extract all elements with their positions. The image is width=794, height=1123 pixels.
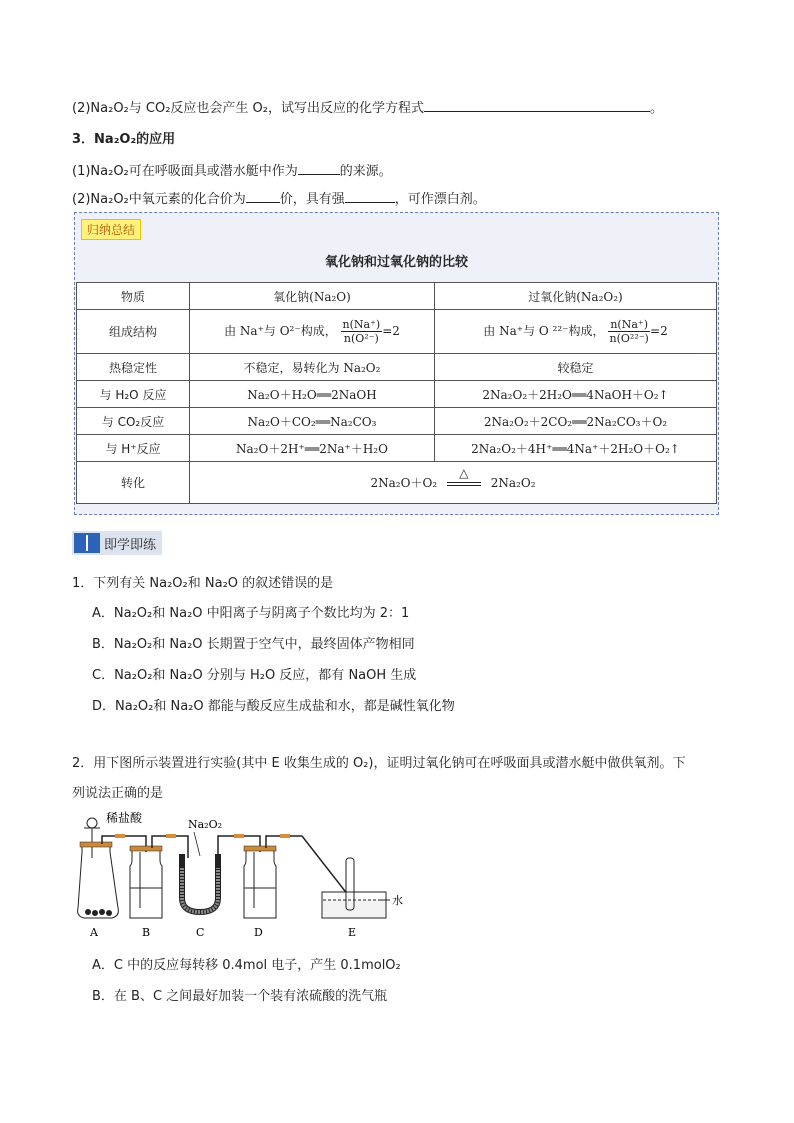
table-row	[77, 354, 717, 381]
table-cell: 不稳定，易转化为 Na₂O₂	[190, 354, 435, 381]
conv-right: 2Na₂O₂	[490, 476, 536, 490]
practice-title: 即学即练	[104, 537, 157, 553]
conversion-cell	[190, 462, 717, 504]
p2-option-b: B．在 B、C 之间最好加装一个装有浓硫酸的洗气瓶	[92, 989, 388, 1004]
frac-num: n(Na⁺)	[610, 318, 649, 331]
p1-option-c: C．Na₂O₂和 Na₂O 分别与 H₂O 反应，都有 NaOH 生成	[92, 668, 417, 683]
app2-blank-1	[246, 190, 280, 203]
conv-arrow	[447, 465, 481, 486]
summary-box	[74, 212, 719, 515]
heat-symbol: △	[459, 465, 469, 480]
label-e: E	[348, 926, 357, 939]
table-row	[77, 408, 717, 435]
p2-option-a: A．C 中的反应每转移 0.4mol 电子，产生 0.1molO₂	[92, 958, 401, 973]
header-cell: 物质	[77, 283, 190, 310]
summary-tag: 归纳总结	[81, 219, 141, 240]
app1-line	[72, 160, 392, 179]
frac-eq: =2	[650, 324, 668, 338]
p1-option-b: B．Na₂O₂和 Na₂O 长期置于空气中，最终固体产物相同	[92, 637, 415, 652]
q2-answer-blank	[424, 99, 650, 112]
comparison-table	[76, 282, 717, 504]
practice-header	[72, 531, 162, 555]
section3-title: 3．Na₂O₂的应用	[72, 132, 176, 147]
table-cell: 2Na₂O₂＋2CO₂══2Na₂CO₃＋O₂	[435, 408, 717, 435]
label-b: B	[142, 926, 151, 939]
apparatus-figure	[70, 808, 410, 943]
water-label: 水	[392, 894, 403, 907]
header-cell: 过氧化钠(Na₂O₂)	[435, 283, 717, 310]
table-cell	[190, 310, 435, 354]
apparatus-b	[130, 846, 162, 918]
row-label: 组成结构	[77, 310, 190, 354]
acid-label: 稀盐酸	[106, 811, 143, 825]
row-label: 转化	[77, 462, 190, 504]
app2-mid: 价，具有强	[279, 192, 345, 207]
fraction	[608, 318, 650, 345]
table-cell: Na₂O＋H₂O══2NaOH	[190, 381, 435, 408]
table-header-row	[77, 283, 717, 310]
label-a: A	[90, 926, 98, 939]
comp-text: 由 Na⁺与 O ²²⁻构成，	[483, 324, 605, 338]
reagent-label: Na₂O₂	[188, 818, 223, 831]
table-row	[77, 435, 717, 462]
table-row	[77, 462, 717, 504]
app1-pre: (1)Na₂O₂可在呼吸面具或潜水艇中作为	[72, 164, 298, 179]
frac-den: n(O²⁻)	[343, 332, 379, 345]
app2-line	[72, 188, 486, 207]
label-d: D	[254, 926, 263, 939]
table-cell: 2Na₂O₂＋2H₂O══4NaOH＋O₂↑	[435, 381, 717, 408]
table-cell: 较稳定	[435, 354, 717, 381]
app2-pre: (2)Na₂O₂中氧元素的化合价为	[72, 192, 246, 207]
apparatus-a	[78, 818, 119, 918]
p2-stem-line2: 列说法正确的是	[72, 786, 164, 801]
frac-eq: =2	[382, 324, 400, 338]
row-label: 热稳定性	[77, 354, 190, 381]
fraction	[341, 318, 383, 345]
app2-blank-2	[345, 190, 395, 203]
table-cell: Na₂O＋2H⁺══2Na⁺＋H₂O	[190, 435, 435, 462]
row-label: 与 H₂O 反应	[77, 381, 190, 408]
comp-text: 由 Na⁺与 O²⁻构成，	[224, 324, 337, 338]
frac-num: n(Na⁺)	[342, 318, 381, 331]
table-cell: Na₂O＋CO₂══Na₂CO₃	[190, 408, 435, 435]
p1-stem: 1．下列有关 Na₂O₂和 Na₂O 的叙述错误的是	[72, 576, 334, 591]
book-icon	[74, 533, 100, 553]
table-row	[77, 381, 717, 408]
q2-line	[72, 97, 663, 116]
table-row	[77, 310, 717, 354]
label-c: C	[196, 926, 205, 939]
q2-text: (2)Na₂O₂与 CO₂反应也会产生 O₂，试写出反应的化学方程式	[72, 101, 424, 116]
table-cell	[435, 310, 717, 354]
frac-den: n(O²²⁻)	[609, 332, 649, 345]
conv-left: 2Na₂O＋O₂	[370, 476, 438, 490]
app2-post: ，可作漂白剂。	[394, 192, 486, 207]
app1-blank	[298, 162, 340, 175]
p2-stem-line1: 2．用下图所示装置进行实验(其中 E 收集生成的 O₂)，证明过氧化钠可在呼吸面具或潜水艇中做供氧剂。下	[72, 756, 686, 771]
apparatus-e	[322, 858, 390, 918]
row-label: 与 CO₂反应	[77, 408, 190, 435]
app1-post: 的来源。	[339, 164, 392, 179]
apparatus-d	[244, 846, 276, 918]
summary-title: 氧化钠和过氧化钠的比较	[324, 255, 468, 270]
q2-end: 。	[650, 101, 664, 116]
table-cell: 2Na₂O₂＋4H⁺══4Na⁺＋2H₂O＋O₂↑	[435, 435, 717, 462]
header-cell: 氧化钠(Na₂O)	[190, 283, 435, 310]
p1-option-d: D．Na₂O₂和 Na₂O 都能与酸反应生成盐和水，都是碱性氧化物	[92, 699, 455, 714]
p1-option-a: A．Na₂O₂和 Na₂O 中阳离子与阴离子个数比均为 2：1	[92, 606, 410, 621]
row-label: 与 H⁺反应	[77, 435, 190, 462]
